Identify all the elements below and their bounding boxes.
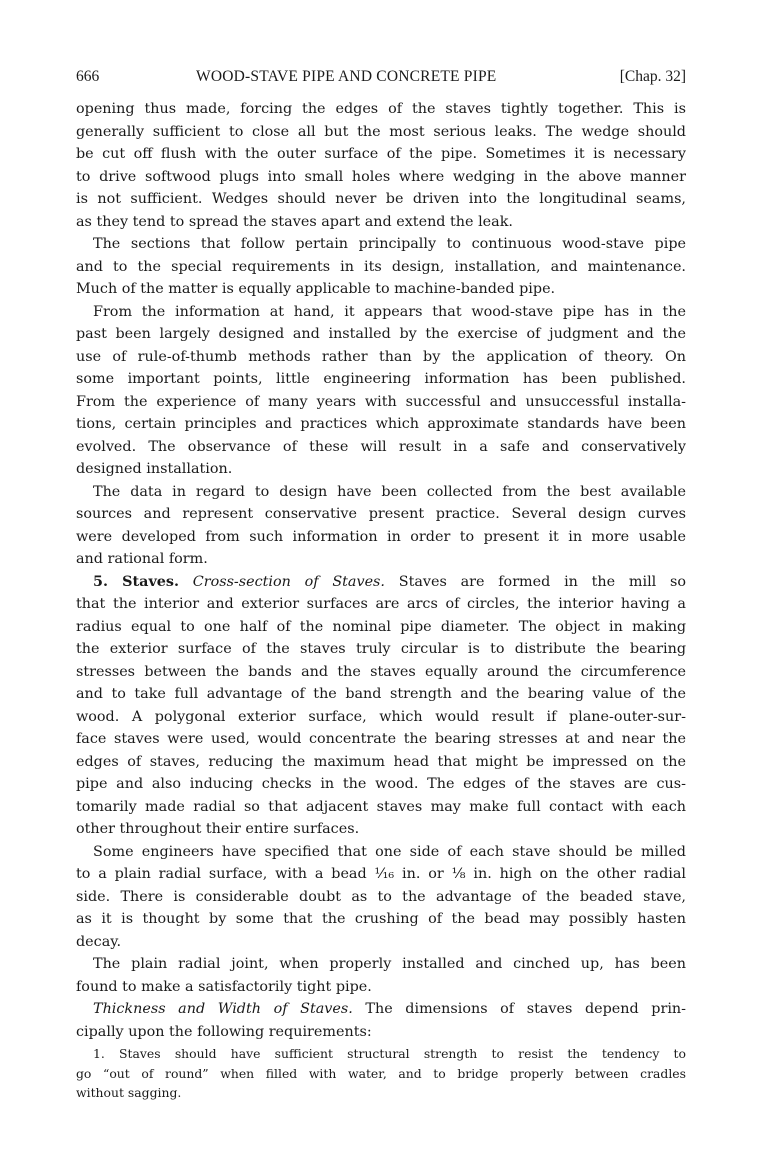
text-line <box>76 526 686 549</box>
line-text: to a plain radial surface, with a bead ¹⁄₁₆ in. or ⅛ in. high on the other radial <box>76 866 686 882</box>
line-text: designed installation. <box>76 461 233 477</box>
text-line <box>76 346 686 369</box>
body-text <box>76 98 686 1043</box>
text-line <box>76 1044 686 1064</box>
line-text: The plain radial joint, when properly installed and cinched up, has been <box>93 956 686 972</box>
line-text: stresses between the bands and the staves equally around the circumference <box>76 663 686 680</box>
line-text: go “out of round” when filled with water, and to bridge properly between cradles <box>76 1065 686 1081</box>
text-line <box>76 121 686 144</box>
text-line <box>76 436 686 459</box>
text-line <box>76 481 686 504</box>
text-line <box>76 841 686 864</box>
line-text: 1. Staves should have sufficient structural strength to resist the tendency to <box>93 1046 686 1061</box>
text-line <box>76 1064 686 1084</box>
line-text: decay. <box>76 933 122 950</box>
line-text: found to make a satisfactorily tight pipe. <box>76 978 372 995</box>
line-text: and to the special requirements in its design, installation, and maintenance. <box>76 258 686 275</box>
line-text: other throughout their entire surfaces. <box>76 821 360 837</box>
subsection-heading: Thickness and Width of Staves. <box>93 1001 353 1017</box>
line-text: were developed from such information in order to present it in more usable <box>76 528 686 545</box>
line-text: the exterior surface of the staves truly circular is to distribute the bearing <box>76 641 686 657</box>
line-text: wood. A polygonal exterior surface, which would result if plane-outer-sur- <box>76 708 686 725</box>
text-line <box>76 571 686 594</box>
text-line <box>76 683 686 706</box>
line-text: and to take full advantage of the band strength and the bearing value of the <box>76 686 686 702</box>
text-line <box>76 143 686 166</box>
numbered-requirement <box>76 1044 686 1103</box>
text-line <box>76 413 686 436</box>
line-text: The data in regard to design have been collected from the best available <box>93 483 686 500</box>
text-line <box>76 593 686 616</box>
running-header <box>76 68 686 88</box>
text-line <box>76 998 686 1021</box>
text-line <box>76 188 686 211</box>
text-line <box>76 278 686 301</box>
line-text: some important points, little engineering information has been published. <box>76 371 686 387</box>
text-line <box>76 773 686 796</box>
section-heading: 5. Staves. <box>93 573 179 590</box>
line-text: is not sufficient. Wedges should never be driven into the longitudinal seams, <box>76 191 686 207</box>
text-line <box>76 661 686 684</box>
text-line <box>76 638 686 661</box>
text-line <box>76 458 686 481</box>
line-text: face staves were used, would concentrate the bearing stresses at and near the <box>76 731 686 747</box>
line-text: cipally upon the following requirements: <box>76 1023 372 1040</box>
text-line <box>76 233 686 256</box>
line-text: Some engineers have specified that one side of each stave should be milled <box>93 843 686 860</box>
text-line <box>76 931 686 954</box>
text-line <box>76 953 686 976</box>
line-text: side. There is considerable doubt as to the advantage of the beaded stave, <box>76 888 686 905</box>
text-line <box>76 256 686 279</box>
page-number: 666 <box>76 68 100 85</box>
line-text: Staves are formed in the mill so <box>398 573 686 590</box>
line-text: as it is thought by some that the crushing of the bead may possibly hasten <box>76 911 686 927</box>
text-line <box>76 98 686 121</box>
text-line <box>76 863 686 886</box>
text-line <box>76 368 686 391</box>
line-text: without sagging. <box>76 1085 182 1100</box>
line-text: and rational form. <box>76 551 208 567</box>
text-line <box>76 1083 686 1103</box>
text-line <box>76 323 686 346</box>
text-line <box>76 706 686 729</box>
line-text: From the experience of many years with successful and unsuccessful installa- <box>76 393 686 410</box>
text-line <box>76 548 686 571</box>
chapter-label: [Chap. 32] <box>619 68 686 85</box>
text-line <box>76 616 686 639</box>
line-text: past been largely designed and installed by the exercise of judgment and the <box>76 326 686 342</box>
line-text: pipe and also inducing checks in the wood. The edges of the staves are cus- <box>76 776 686 792</box>
line-text: that the interior and exterior surfaces are arcs of circles, the interior having a <box>76 596 686 612</box>
line-text: edges of staves, reducing the maximum head that might be impressed on the <box>76 753 686 770</box>
text-line <box>76 301 686 324</box>
line-text: be cut off flush with the outer surface of the pipe. Sometimes it is necessary <box>76 146 686 162</box>
line-text: The dimensions of staves depend prin- <box>365 1001 687 1017</box>
text-line <box>76 976 686 999</box>
text-line <box>76 886 686 909</box>
line-text: tomarily made radial so that adjacent staves may make full contact with each <box>76 798 686 815</box>
line-text: Much of the matter is equally applicable to machine-banded pipe. <box>76 281 556 297</box>
text-line <box>76 818 686 841</box>
text-line <box>76 1021 686 1044</box>
line-text: sources and represent conservative present practice. Several design curves <box>76 506 686 522</box>
text-line <box>76 391 686 414</box>
line-text: radius equal to one half of the nominal pipe diameter. The object in making <box>76 618 686 635</box>
line-text: to drive softwood plugs into small holes where wedging in the above manner <box>76 168 686 185</box>
text-line <box>76 728 686 751</box>
running-title: WOOD-STAVE PIPE AND CONCRETE PIPE <box>196 68 497 85</box>
text-line <box>76 796 686 819</box>
text-line <box>76 751 686 774</box>
text-line <box>76 503 686 526</box>
line-text: as they tend to spread the staves apart and extend the leak. <box>76 213 513 230</box>
text-line <box>76 166 686 189</box>
line-text: evolved. The observance of these will result in a safe and conservatively <box>76 438 686 455</box>
line-text: use of rule-of-thumb methods rather than by the application of theory. On <box>76 348 686 365</box>
line-text: The sections that follow pertain principally to continuous wood-stave pipe <box>93 236 686 252</box>
text-line <box>76 908 686 931</box>
text-line <box>76 211 686 234</box>
subsection-heading: Cross-section of Staves. <box>192 573 385 590</box>
line-text: tions, certain principles and practices which approximate standards have been <box>76 416 686 432</box>
line-text: generally sufficient to close all but the most serious leaks. The wedge should <box>76 123 686 140</box>
line-text: opening thus made, forcing the edges of the staves tightly together. This is <box>76 101 686 117</box>
line-text: From the information at hand, it appears that wood-stave pipe has in the <box>93 303 686 320</box>
